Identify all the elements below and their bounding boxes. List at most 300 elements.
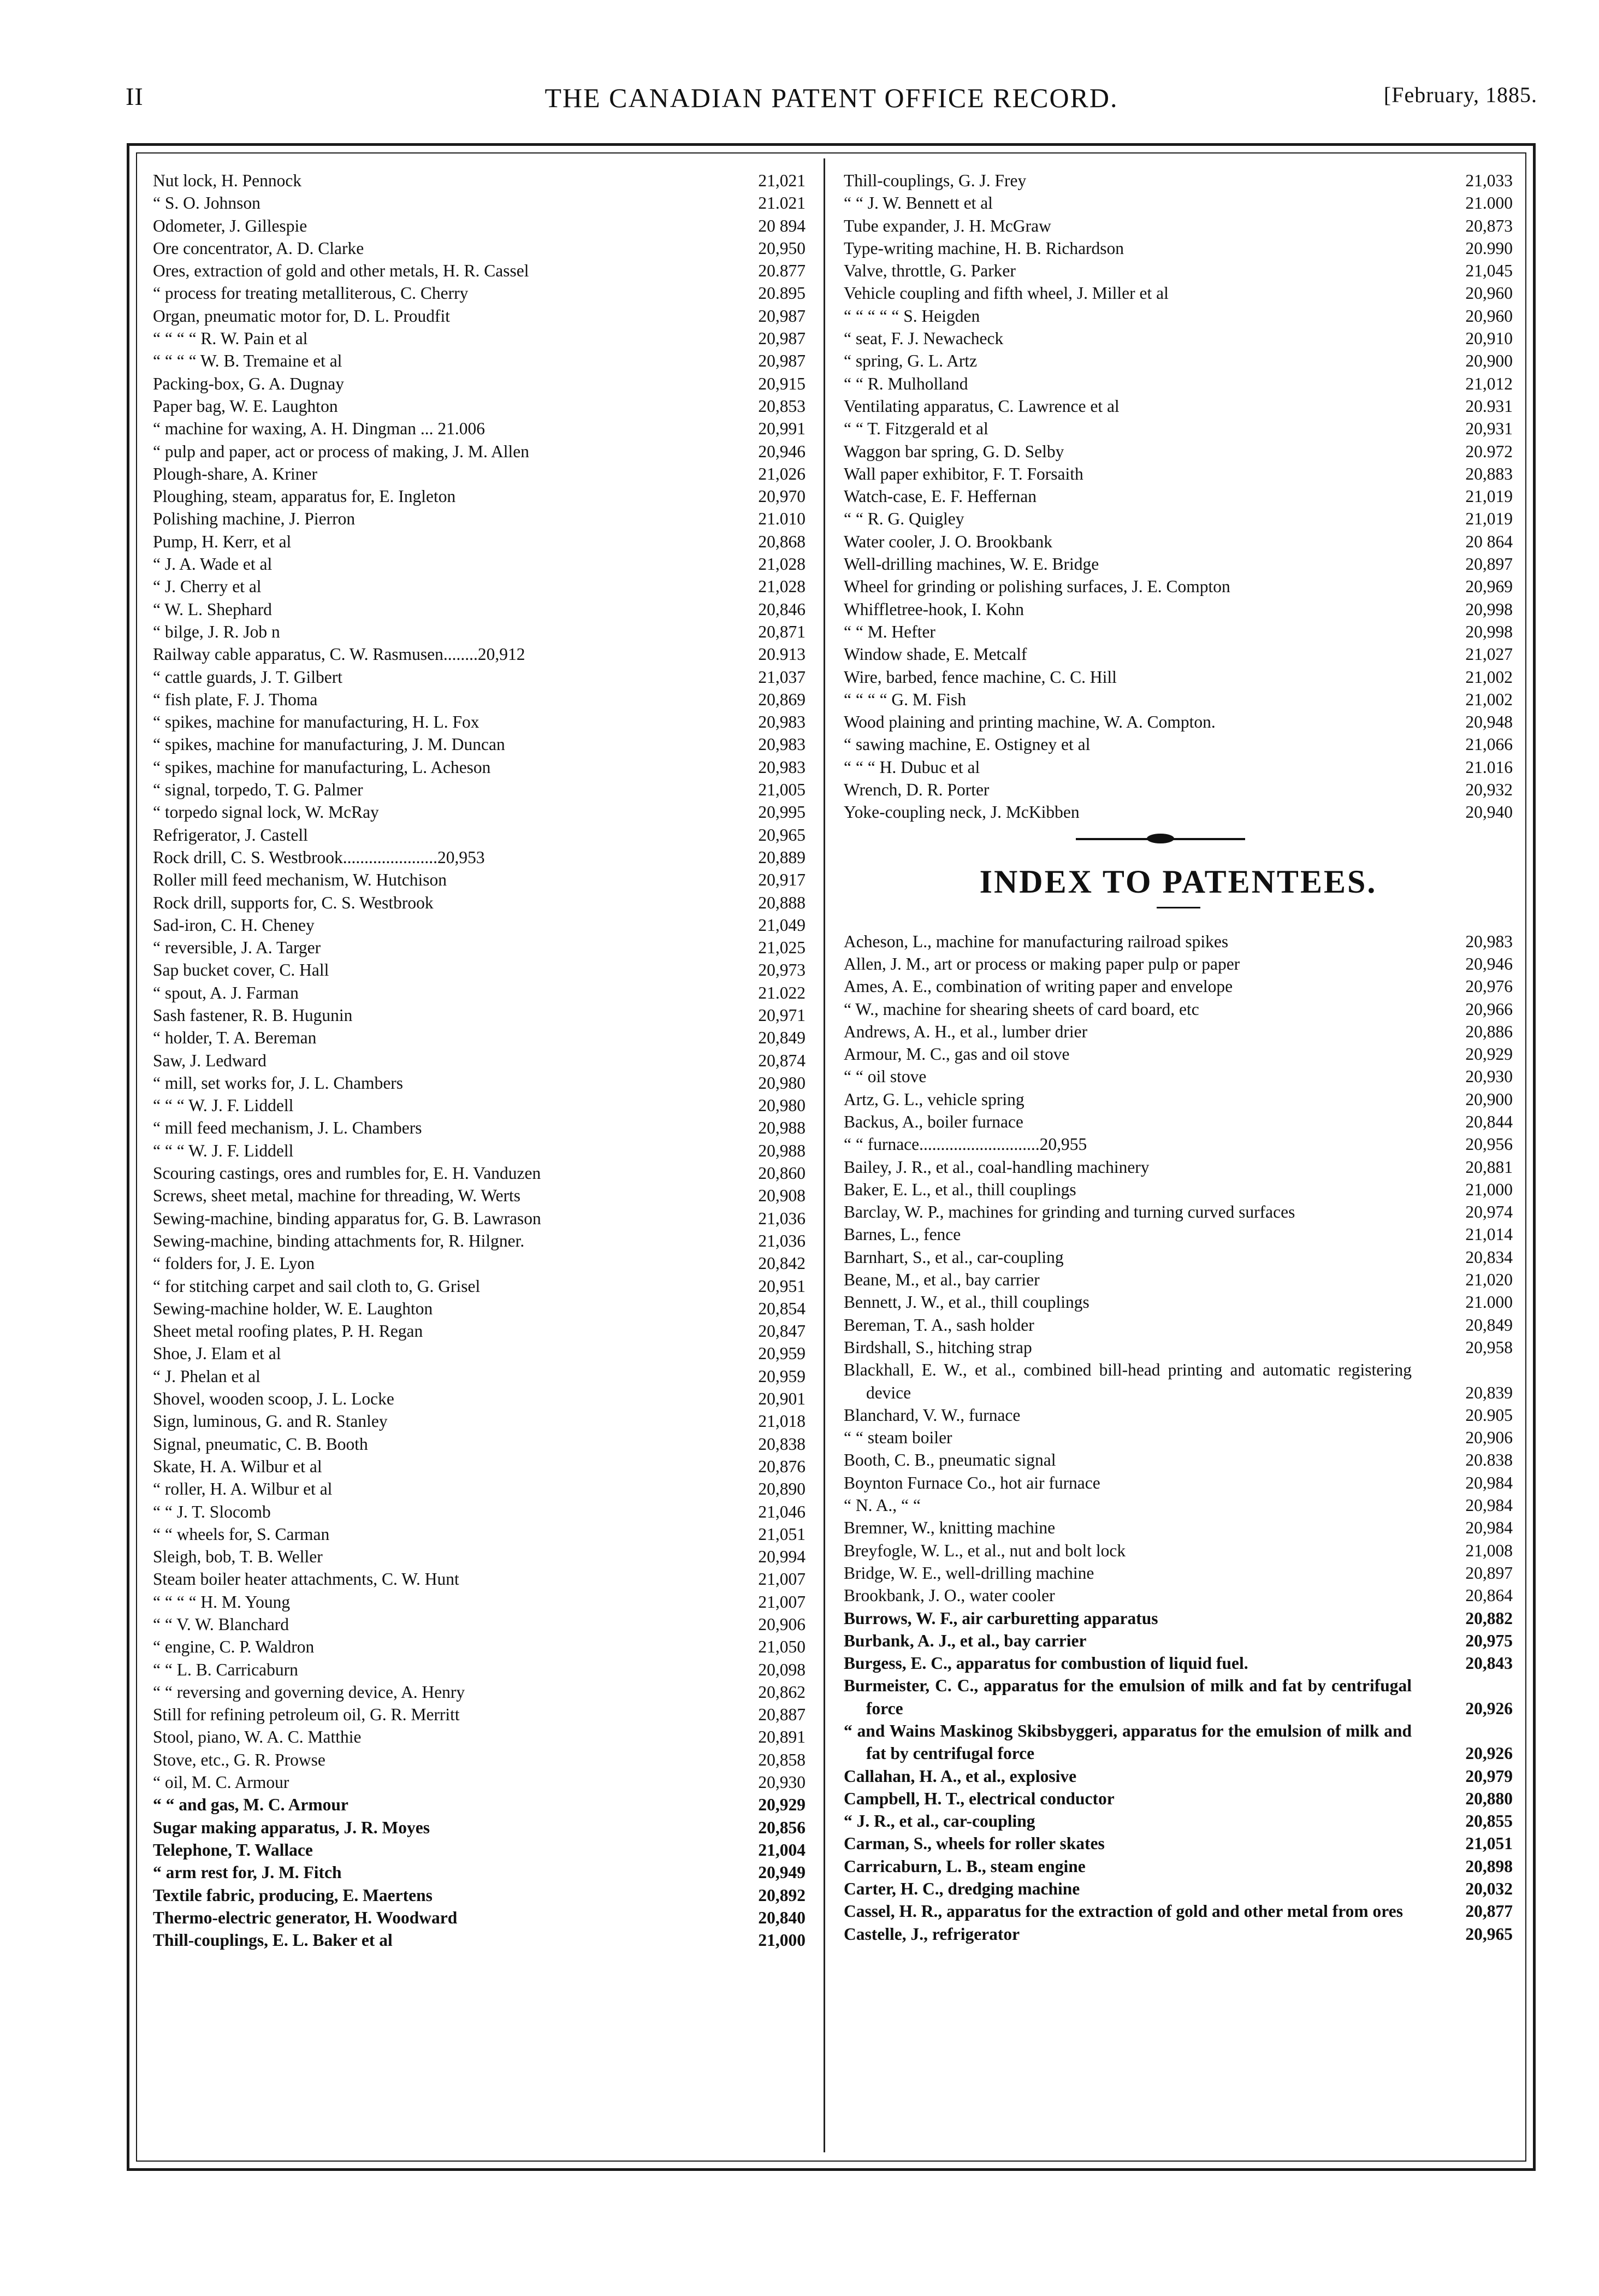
patent-number: 20,890 [758,1479,806,1499]
patent-number: 20,098 [758,1660,806,1679]
index-entry [844,643,1513,665]
patent-number: 21,066 [1465,735,1513,754]
index-entry [153,936,806,959]
index-entry [153,756,806,778]
entry-text: “ J. A. Wade et al [153,554,273,574]
index-entry [844,1133,1513,1155]
index-entry [153,666,806,688]
entry-text: Carter, H. C., dredging machine [844,1879,1080,1899]
patent-number: 20,858 [758,1750,806,1769]
index-entry [153,350,806,372]
entry-text: “ “ “ “ W. B. Tremaine et al [153,351,342,371]
index-entry [153,1207,806,1230]
index-entry [153,1793,806,1816]
entry-text: “ “ “ “ R. W. Pain et al [153,329,308,349]
entry-text: “ “ wheels for, S. Carman [153,1524,330,1544]
entry-text: Saw, J. Ledward [153,1050,266,1070]
entry-text: “ “ steam boiler [844,1428,952,1448]
patent-number: 20,973 [758,960,806,980]
patent-number: 20,960 [1465,306,1513,326]
patent-number: 21,036 [758,1231,806,1250]
index-entry [844,1494,1513,1516]
patent-number: 20.990 [1465,238,1513,258]
patent-number: 20,951 [758,1276,806,1296]
index-entry [153,1433,806,1455]
entry-text: Scouring castings, ores and rumbles for, E. H. Vanduzen [153,1164,541,1183]
index-entry [844,1539,1513,1562]
patent-number: 21,046 [758,1502,806,1521]
entry-text: “ W., machine for shearing sheets of card board, etc [844,999,1199,1019]
patent-number: 20,915 [758,374,806,393]
entry-text: “ “ J. W. Bennett et al [844,193,993,213]
patent-number: 21,033 [1465,171,1513,190]
index-entry [844,1088,1513,1111]
entry-text: Sleigh, bob, T. B. Weller [153,1547,323,1567]
patent-number: 20,910 [1465,329,1513,349]
index-entry [844,711,1513,733]
entry-text: Polishing machine, J. Pierron [153,509,356,529]
index-entry [153,869,806,891]
index-entry [844,756,1513,778]
index-entry [844,998,1513,1020]
patent-number: 20,873 [1465,216,1513,235]
entry-text: Boynton Furnace Co., hot air furnace [844,1473,1100,1492]
entry-text: “ spout, A. J. Farman [153,983,299,1002]
patent-number: 21,045 [1465,261,1513,281]
patent-number: 20,846 [758,599,806,619]
entry-text: Odometer, J. Gillespie [153,216,307,235]
entry-text: Vehicle coupling and fifth wheel, J. Miller et al [844,284,1169,303]
patent-number: 21,004 [758,1840,806,1860]
patent-number: 20,984 [1465,1518,1513,1538]
patent-number: 20,980 [758,1096,806,1115]
entry-text: “ folders for, J. E. Lyon [153,1254,315,1273]
index-entry [844,1065,1513,1088]
entry-text: “ “ furnace............................20,955 [844,1135,1087,1154]
entry-text: “ “ “ W. J. F. Liddell [153,1096,294,1115]
index-entry [844,373,1513,395]
patent-number: 20,869 [758,689,806,709]
index-entry [844,1314,1513,1336]
entry-text: “ “ T. Fitzgerald et al [844,419,988,439]
index-entry [844,1584,1513,1607]
entry-text: Textile fabric, producing, E. Maertens [153,1885,433,1905]
index-entry [153,215,806,237]
index-entry [153,824,806,846]
index-entry [844,1516,1513,1539]
index-entry [153,1726,806,1748]
entry-text: Organ, pneumatic motor for, D. L. Proudfit [153,306,451,326]
patent-number: 21,051 [1465,1834,1513,1854]
entry-text: Brookbank, J. O., water cooler [844,1586,1055,1606]
patent-number: 20,970 [758,487,806,506]
index-entry [153,1771,806,1793]
index-entry [844,1765,1513,1787]
index-entry [844,530,1513,553]
index-entry [844,975,1513,998]
index-entry [153,1320,806,1342]
patent-number: 21,026 [758,464,806,483]
entry-text: Artz, G. L., vehicle spring [844,1089,1024,1109]
patentee-index [844,930,1513,1945]
entry-text: Refrigerator, J. Castell [153,825,308,845]
entry-text: Rock drill, supports for, C. S. Westbrook [153,893,434,912]
patent-number: 20,940 [1465,802,1513,822]
patent-number: 20,948 [1465,712,1513,732]
patent-number: 21.021 [758,193,806,213]
entry-text: “ “ and gas, M. C. Armour [153,1795,348,1815]
entry-text: Thill-couplings, G. J. Frey [844,171,1027,190]
patent-number: 20.905 [1465,1405,1513,1425]
index-entry [844,575,1513,598]
patent-number: 20,853 [758,396,806,416]
entry-text: Callahan, H. A., et al., explosive [844,1766,1077,1786]
index-entry [153,1094,806,1117]
entry-text: Tube expander, J. H. McGraw [844,216,1051,235]
patent-number: 20 894 [758,216,806,235]
patent-number: 20,975 [1465,1631,1513,1650]
index-entry [153,733,806,756]
entry-text: Plough-share, A. Kriner [153,464,317,483]
index-entry [844,350,1513,372]
entry-text: Barnhart, S., et al., car-coupling [844,1247,1064,1267]
patent-number: 20,959 [758,1366,806,1386]
index-entry [844,1178,1513,1201]
index-entry [844,1832,1513,1855]
patent-number: 20,974 [1465,1202,1513,1222]
entry-text: Ventilating apparatus, C. Lawrence et al [844,396,1120,416]
entry-text: Breyfogle, W. L., et al., nut and bolt lock [844,1540,1126,1560]
entry-text: Wire, barbed, fence machine, C. C. Hill [844,667,1117,687]
entry-text: Sap bucket cover, C. Hall [153,960,329,980]
index-entry [844,778,1513,801]
patent-number: 20,854 [758,1298,806,1318]
index-entry [844,237,1513,259]
entry-text: “ seat, F. J. Newacheck [844,329,1004,349]
entry-text: Screws, sheet metal, machine for threading, W. Werts [153,1186,521,1206]
patent-number: 21,050 [758,1637,806,1657]
entry-text: Waggon bar spring, G. D. Selby [844,441,1064,461]
patent-number: 20,032 [1465,1879,1513,1899]
entry-text: Andrews, A. H., et al., lumber drier [844,1022,1088,1041]
patent-number: 21,028 [758,577,806,597]
index-entry [844,305,1513,327]
index-entry [153,463,806,485]
patent-number: 20,969 [1465,577,1513,597]
entry-text: Sad-iron, C. H. Cheney [153,915,315,935]
index-entry [844,621,1513,643]
entry-text: “ reversible, J. A. Targer [153,938,321,958]
patent-number: 21,021 [758,171,806,190]
entry-text: “ torpedo signal lock, W. McRay [153,802,379,822]
entry-text: “ “ R. Mulholland [844,374,968,393]
index-entry [153,530,806,553]
index-entry [844,666,1513,688]
patent-number: 20,988 [758,1141,806,1160]
entry-text: “ signal, torpedo, T. G. Palmer [153,780,363,800]
patent-number: 20,960 [1465,284,1513,303]
entry-text: Blanchard, V. W., furnace [844,1405,1021,1425]
entry-text: Birdshall, S., hitching strap [844,1337,1032,1357]
entry-text: Yoke-coupling neck, J. McKibben [844,802,1080,822]
entry-text: Sewing-machine, binding apparatus for, G. B. Lawrason [153,1208,541,1228]
patent-number: 20,995 [758,802,806,822]
index-entry [844,553,1513,575]
patent-number: 20,840 [758,1908,806,1927]
entry-text: Type-writing machine, H. B. Richardson [844,238,1124,258]
patent-number: 20,881 [1465,1157,1513,1177]
entry-text: Barclay, W. P., machines for grinding and turning curved surfaces [844,1202,1295,1222]
index-entry [153,598,806,621]
entry-text: Booth, C. B., pneumatic signal [844,1450,1056,1470]
patent-number: 20,984 [1465,1473,1513,1492]
entry-text: “ fish plate, F. J. Thoma [153,689,318,709]
index-entry [153,688,806,711]
patent-number: 21,000 [1465,1179,1513,1199]
index-entry [844,733,1513,756]
patent-number: 20,877 [1465,1902,1513,1921]
patent-number: 20,983 [758,757,806,777]
index-entry [844,417,1513,440]
entry-text: Castelle, J., refrigerator [844,1924,1020,1944]
entry-text: “ cattle guards, J. T. Gilbert [153,667,342,687]
patent-number: 20,950 [758,238,806,258]
patent-number: 20,886 [1465,1022,1513,1041]
issue-date: [February, 1885. [1383,82,1537,107]
entry-text: Shoe, J. Elam et al [153,1344,281,1364]
entry-text: Skate, H. A. Wilbur et al [153,1456,322,1476]
index-entry [153,959,806,981]
patent-number: 20,980 [758,1073,806,1093]
index-entry [844,1111,1513,1133]
index-entry [153,327,806,350]
patent-number: 20,887 [758,1705,806,1725]
entry-text: Ploughing, steam, apparatus for, E. Ingleton [153,487,456,506]
left-column-subject-index [153,169,806,1951]
entry-text: Signal, pneumatic, C. B. Booth [153,1434,368,1454]
index-entry [153,1455,806,1478]
entry-text: “ “ “ H. Dubuc et al [844,757,980,777]
entry-text: Ore concentrator, A. D. Clarke [153,238,364,258]
patent-number: 20,932 [1465,780,1513,800]
patent-number: 20,889 [758,847,806,867]
patent-number: 20,917 [758,870,806,890]
entry-text: “ W. L. Shephard [153,599,272,619]
entry-text: Sheet metal roofing plates, P. H. Regan [153,1321,423,1341]
entry-text: “ “ L. B. Carricaburn [153,1660,298,1679]
index-entry [844,192,1513,214]
index-to-patentees-heading: INDEX TO PATENTEES. [979,863,1377,900]
patent-number: 21.016 [1465,757,1513,777]
index-entry [844,169,1513,192]
index-entry [844,1720,1513,1765]
patent-number: 20,987 [758,351,806,371]
index-entry [153,553,806,575]
entry-text: Window shade, E. Metcalf [844,645,1027,664]
index-entry [153,1388,806,1410]
entry-text: “ spikes, machine for manufacturing, H. L. Fox [153,712,479,732]
entry-text: Steam boiler heater attachments, C. W. Hunt [153,1569,459,1589]
entry-text: Sash fastener, R. B. Hugunin [153,1005,353,1025]
entry-text: Watch-case, E. F. Heffernan [844,487,1037,506]
index-entry [844,1674,1513,1720]
patent-number: 20,860 [758,1164,806,1183]
index-entry [153,1839,806,1861]
entry-text: “ machine for waxing, A. H. Dingman ... 21.006 [153,419,485,439]
patent-number: 20,849 [758,1028,806,1048]
patent-number: 20,876 [758,1456,806,1476]
index-entry [844,1652,1513,1674]
index-entry [844,1043,1513,1065]
entry-text: “ “ J. T. Slocomb [153,1502,271,1521]
column-divider [824,158,825,2152]
index-entry [153,1365,806,1388]
entry-text: Barnes, L., fence [844,1225,961,1244]
index-entry [844,1787,1513,1810]
index-entry [153,1410,806,1432]
patent-number: 20,888 [758,893,806,912]
index-entry [844,930,1513,953]
patent-number: 20,897 [1465,1563,1513,1583]
index-entry [153,1658,806,1681]
index-entry [844,1268,1513,1291]
entry-text: Paper bag, W. E. Laughton [153,396,338,416]
index-entry [153,1252,806,1274]
patent-number: 20,987 [758,306,806,326]
patent-number: 21,002 [1465,689,1513,709]
entry-text: Still for refining petroleum oil, G. R. Merritt [153,1705,460,1725]
patent-number: 20,874 [758,1050,806,1070]
index-entry [844,1562,1513,1584]
entry-text: “ J. Cherry et al [153,577,262,597]
entry-text: Burbank, A. J., et al., bay carrier [844,1631,1087,1650]
journal-title: THE CANADIAN PATENT OFFICE RECORD. [544,82,1118,113]
entry-text: “ engine, C. P. Waldron [153,1637,315,1657]
index-entry [844,440,1513,463]
index-entry [153,643,806,665]
index-entry [844,1426,1513,1449]
index-entry [153,575,806,598]
entry-text: Thermo-electric generator, H. Woodward [153,1908,458,1927]
patent-number: 20,844 [1465,1112,1513,1131]
patent-number: 21,014 [1465,1225,1513,1244]
patent-number: 20,929 [758,1795,806,1815]
entry-text: Bailey, J. R., et al., coal-handling machinery [844,1157,1150,1177]
patent-number: 20,908 [758,1186,806,1206]
index-entry [153,507,806,530]
patent-number: 20,926 [1465,1698,1513,1718]
patent-number: 20,971 [758,1005,806,1025]
patent-number: 20,946 [1465,954,1513,973]
patent-number: 21,019 [1465,509,1513,529]
entry-text: Beane, M., et al., bay carrier [844,1270,1040,1290]
entry-text: “ mill feed mechanism, J. L. Chambers [153,1118,422,1138]
patent-number: 20,855 [1465,1811,1513,1831]
patent-number: 20,979 [1465,1766,1513,1786]
entry-text: Bennett, J. W., et al., thill couplings [844,1292,1089,1312]
patent-number: 21.000 [1465,1292,1513,1312]
patent-number: 20,906 [1465,1428,1513,1448]
patent-number: 20,906 [758,1615,806,1634]
entry-text: “ spring, G. L. Artz [844,351,978,371]
index-entry [844,1472,1513,1494]
patent-number: 21,005 [758,780,806,800]
entry-text: Armour, M. C., gas and oil stove [844,1044,1070,1064]
index-entry [844,688,1513,711]
entry-text: Bremner, W., knitting machine [844,1518,1056,1538]
index-entry [153,1681,806,1703]
entry-text: Nut lock, H. Pennock [153,171,302,190]
patent-number: 20.972 [1465,441,1513,461]
index-entry [153,1884,806,1907]
index-entry [153,259,806,282]
entry-text: Bridge, W. E., well-drilling machine [844,1563,1094,1583]
entry-text: “ process for treating metalliterous, C. Cherry [153,284,469,303]
patent-number: 20,839 [1465,1383,1513,1402]
index-entry [153,1501,806,1523]
patent-number: 20.895 [758,284,806,303]
heading-rule [1157,907,1200,908]
index-entry [844,395,1513,417]
entry-text: “ “ V. W. Blanchard [153,1615,289,1634]
index-entry [153,282,806,304]
index-entry [153,1861,806,1884]
entry-text: “ “ “ “ G. M. Fish [844,689,966,709]
entry-text: “ and Wains Maskinog Skibsbyggeri, apparatus for the emulsion of milk and fat by centrifugal force [844,1721,1412,1763]
index-entry [844,1855,1513,1878]
patent-number: 20,900 [1465,351,1513,371]
index-entry [153,440,806,463]
index-entry [153,1907,806,1929]
entry-text: “ for stitching carpet and sail cloth to, G. Grisel [153,1276,481,1296]
entry-text: Ores, extraction of gold and other metals, H. R. Cassel [153,261,529,281]
patent-number: 21,036 [758,1208,806,1228]
index-entry [844,1449,1513,1471]
ornament-center [1147,834,1174,843]
entry-text: Burgess, E. C., apparatus for combustion of liquid fuel. [844,1654,1248,1673]
entry-text: “ J. Phelan et al [153,1366,260,1386]
patent-number: 21,000 [758,1931,806,1950]
entry-text: Baker, E. L., et al., thill couplings [844,1179,1076,1199]
index-entry [844,507,1513,530]
index-entry [153,373,806,395]
entry-text: Allen, J. M., art or process or making paper pulp or paper [844,954,1240,973]
patent-number: 20,946 [758,441,806,461]
patent-number: 21,007 [758,1569,806,1589]
index-entry [844,598,1513,621]
patent-number: 21,025 [758,938,806,958]
subject-index-continued [844,169,1513,824]
index-entry [844,1404,1513,1426]
patent-number: 20,956 [1465,1135,1513,1154]
patent-number: 20,864 [1465,1586,1513,1606]
entry-text: “ spikes, machine for manufacturing, L. Acheson [153,757,491,777]
entry-text: “ mill, set works for, J. L. Chambers [153,1073,404,1093]
entry-text: “ spikes, machine for manufacturing, J. M. Duncan [153,735,505,754]
index-entry [153,395,806,417]
patent-number: 21.022 [758,983,806,1002]
patent-number: 20,994 [758,1547,806,1567]
index-entry [153,1184,806,1207]
patent-number: 20,897 [1465,554,1513,574]
index-entry [844,463,1513,485]
patent-number: 20,898 [1465,1856,1513,1876]
index-entry [844,259,1513,282]
index-entry [153,1591,806,1613]
index-entry [153,982,806,1004]
patent-number: 21,007 [758,1592,806,1612]
index-entry [844,1900,1513,1922]
